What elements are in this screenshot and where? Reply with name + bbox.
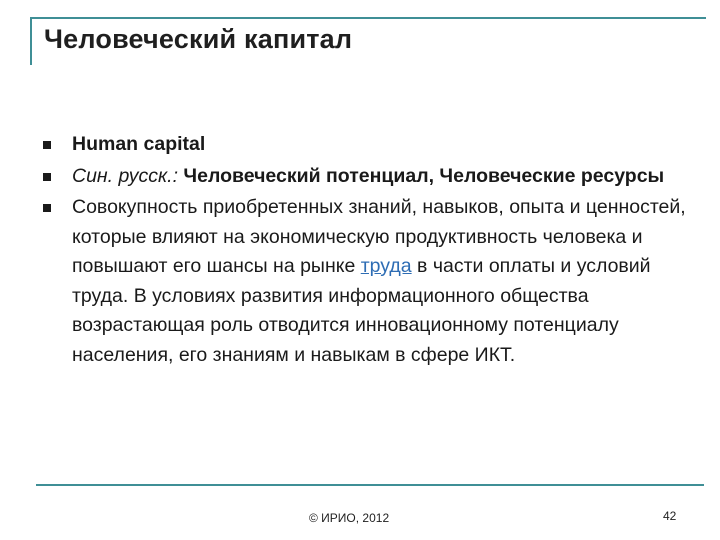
bullet-item-3 xyxy=(40,193,700,370)
slide-title: Человеческий капитал xyxy=(44,24,353,54)
bullet-2-text: Человеческий потенциал, Человеческие ресурсы xyxy=(183,164,665,187)
square-bullet-icon xyxy=(43,141,51,149)
bullet-item-1 xyxy=(40,130,700,160)
bullet-3-text-after-link: в части оплаты и условий труда. В условиях развития информационного общества возрастающая роль отводится инновационному потенциалу населения, его знаниям и навыкам в сфере ИКТ. xyxy=(72,255,651,366)
bullet-list xyxy=(40,130,700,372)
bullet-1-text: Human capital xyxy=(72,133,206,155)
square-bullet-icon xyxy=(43,173,51,181)
bullet-item-2 xyxy=(40,162,700,192)
title-frame-top-line xyxy=(30,17,706,19)
footer-copyright: © ИРИО, 2012 xyxy=(309,511,390,525)
page-number: 42 xyxy=(663,509,677,523)
square-bullet-icon xyxy=(43,204,51,212)
bullet-3-text-before-link: Совокупность приобретенных знаний, навыков, опыта и ценностей, которые влияют на экономическую продуктивность человека и повышают его шансы на рынке xyxy=(72,196,686,277)
labor-link[interactable]: труда xyxy=(360,255,412,277)
title-frame-left-line xyxy=(30,17,32,65)
footer-divider xyxy=(36,484,704,486)
bullet-2-prefix: Син. русск.: xyxy=(72,164,184,187)
